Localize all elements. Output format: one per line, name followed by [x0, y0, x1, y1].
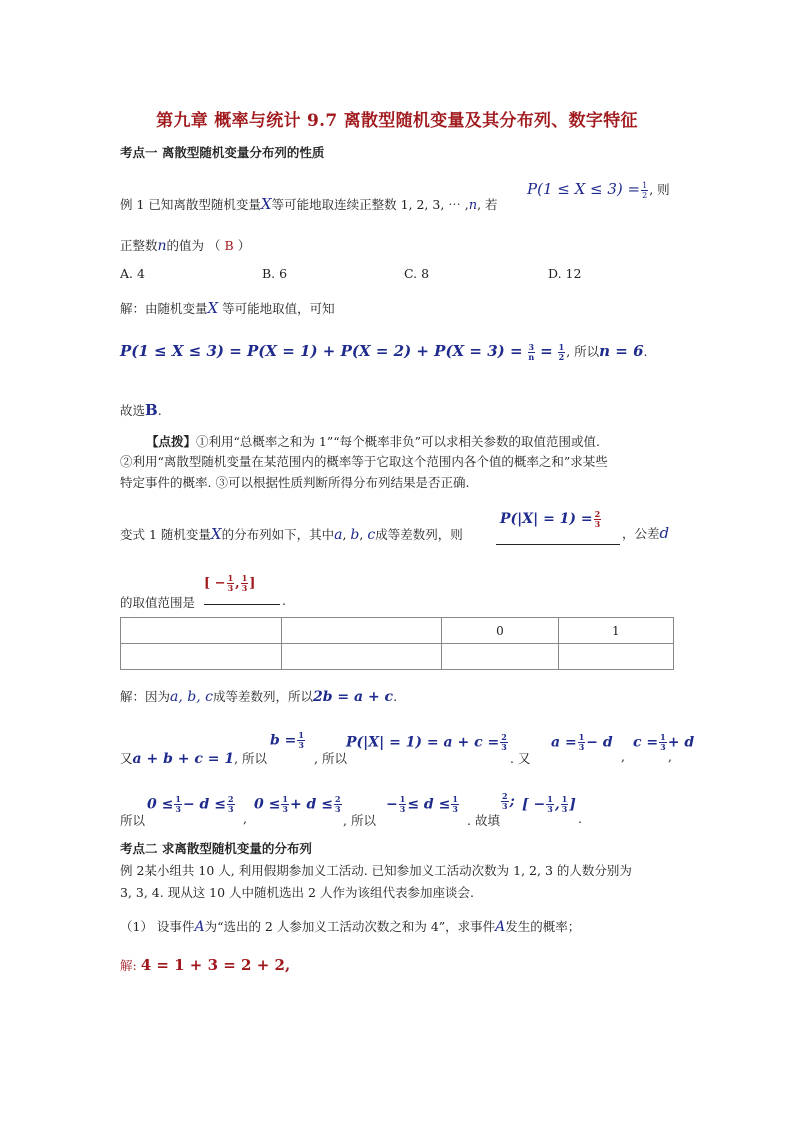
variant-1-line1: 变式 1 随机变量X的分布列如下，其中a, b, c成等差数列，则 [120, 525, 463, 543]
option-c: C. 8 [404, 266, 430, 281]
option-d: D. 12 [548, 266, 582, 281]
example-1-condition: P(1 ≤ X ≤ 3) = $\frac{1}{2}$ , 则 [527, 180, 670, 200]
solution-2-sep3: , 所以 [343, 813, 376, 828]
solution-2-sep2: . 又 [510, 751, 531, 766]
prob-abs-x-eq-1: P(|X| = 1) = a + c = $\frac{2}{3}$ [346, 732, 507, 752]
tip-line2: ②利用“离散型随机变量在某范围内的概率等于它取这个范围内各个值的概率之和”求某些 [120, 454, 608, 469]
table-cell: 0 [442, 618, 558, 644]
tip-line3: 特定事件的概率. ③可以根据性质判断所得分布列结果是否正确. [120, 475, 470, 490]
ineq-3: − $\frac{1}{3}$ ≤ d ≤ $\frac{1}{3}$ [386, 794, 458, 814]
answer-blank-2 [204, 590, 280, 605]
solution-1-choose: 故选B. [120, 401, 162, 419]
question-1: （1） 设事件A为“选出的 2 人参加义工活动次数之和为 4”，求事件A发生的概率； [120, 919, 581, 935]
variant-1-tail: ，公差d [622, 524, 670, 542]
b-value: b = $\frac{1}{3}$ [270, 730, 304, 750]
table-cell [282, 644, 442, 670]
ineq-2: 0 ≤ $\frac{1}{3}$ + d ≤ $\frac{2}{3}$ [254, 794, 341, 814]
question-1-solution: 解: 4 = 1 + 3 = 2 + 2, [120, 956, 291, 974]
section-heading-1: 考点一 离散型随机变量分布列的性质 [120, 145, 325, 160]
c-expression: c = $\frac{1}{3}$ + d [633, 732, 695, 752]
fill-value-2: [ − $\frac{1}{3}$ , $\frac{1}{3}$ ] [522, 794, 576, 814]
answer-choice: B [224, 238, 234, 253]
example-1-line2: 正整数n的值为 （ B ） [120, 238, 251, 254]
page-title: 第九章 概率与统计 9.7 离散型随机变量及其分布列、数字特征 [156, 111, 638, 131]
table-cell: 1 [558, 618, 673, 644]
table-cell [121, 644, 282, 670]
solution-2-end: . [578, 811, 582, 826]
solution-2-line2a: 又a + b + c = 1, 所以 [120, 751, 268, 767]
example-2-line1: 例 2某小组共 10 人, 利用假期参加义工活动. 已知参加义工活动次数为 1, 2, 3 的人数分别为 [120, 863, 632, 878]
solution-1-line1: 解：由随机变量X 等可能地取值，可知 [120, 299, 335, 317]
variant-1-line2: 的取值范围是 [120, 595, 196, 610]
table-cell [282, 618, 442, 644]
solution-2-fill: . 故填 [467, 813, 500, 828]
section-heading-2: 考点二 求离散型随机变量的分布列 [120, 841, 312, 856]
comma: , [243, 811, 247, 826]
comma: , [668, 749, 672, 764]
option-a: A. 4 [120, 266, 145, 281]
solution-2-sep1: , 所以 [314, 751, 347, 766]
solution-1-equation: P(1 ≤ X ≤ 3) = P(X = 1) + P(X = 2) + P(X = 3) = $\frac{3}{n}$ = $\frac{1}{2}$ , 所以n = 6. [120, 342, 648, 362]
option-b: B. 6 [262, 266, 288, 281]
table-row [121, 618, 674, 644]
distribution-table [120, 617, 674, 670]
tip-line1: 【点拨】①利用“总概率之和为 1”“每个概率非负”可以求相关参数的取值范围或值. [146, 434, 600, 449]
table-row [121, 644, 674, 670]
table-cell [121, 618, 282, 644]
fill-value-1: $\frac{2}{3}$ ; [502, 791, 515, 811]
solution-2-line3: 所以 [120, 813, 146, 828]
a-expression: a = $\frac{1}{3}$ − d [551, 732, 613, 752]
solution-2-line1: 解：因为a, b, c成等差数列，所以2b = a + c. [120, 689, 398, 705]
ineq-1: 0 ≤ $\frac{1}{3}$ − d ≤ $\frac{2}{3}$ [147, 794, 234, 814]
example-2-line2: 3, 3, 4. 现从这 10 人中随机选出 2 人作为该组代表参加座谈会. [120, 885, 474, 900]
variant-1-period: . [282, 593, 286, 608]
example-1-line1: 例 1 已知离散型随机变量X等可能地取连续正整数 1, 2, 3, ⋯ ,n, 若 [120, 195, 498, 213]
variant-1-answer: P(|X| = 1) = $\frac{2}{3}$ [500, 509, 601, 529]
comma: , [621, 749, 625, 764]
answer-blank-1 [496, 530, 620, 545]
table-cell [442, 644, 558, 670]
range-answer: [ − $\frac{1}{3}$ , $\frac{1}{3}$ ] [204, 573, 256, 593]
table-cell [558, 644, 673, 670]
